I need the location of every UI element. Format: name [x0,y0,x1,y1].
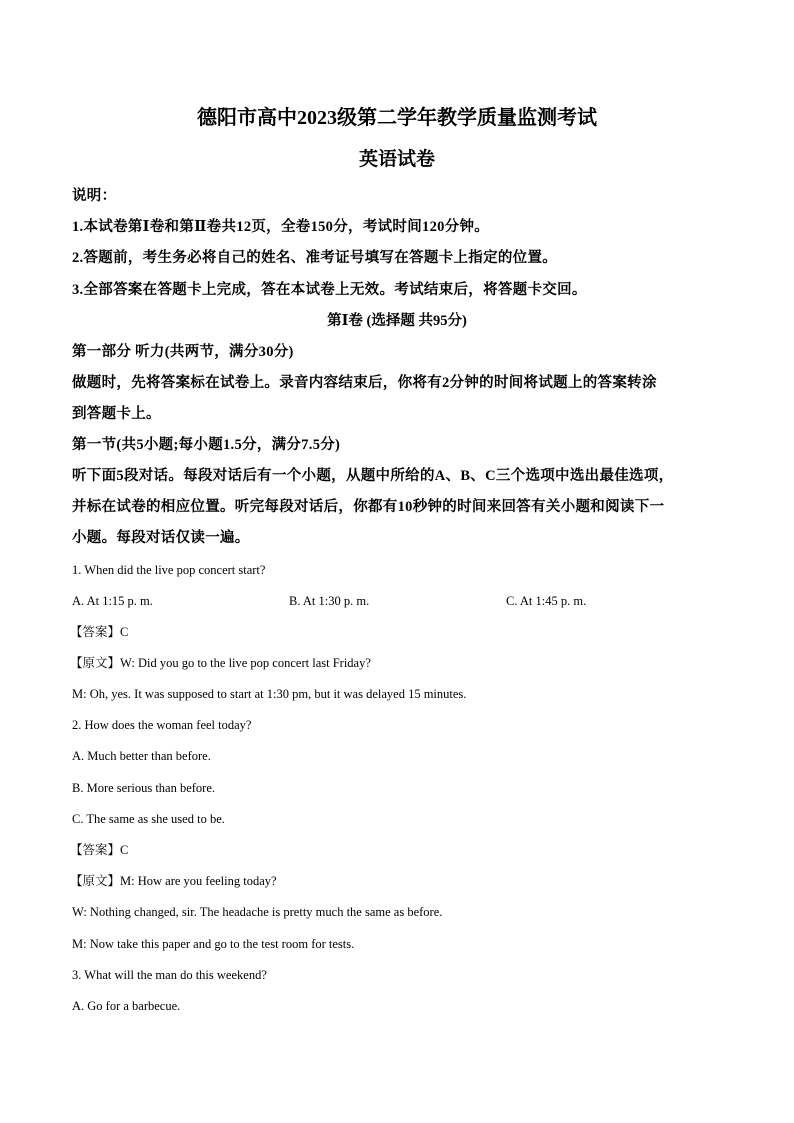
notes-heading: 说明： [72,188,117,204]
transcript-text: M: Oh, yes. It was supposed to start at 1:30 pm, but it was delayed 15 minutes. [72,687,467,701]
section-instruction-line: 小题。每段对话仅读一遍。 [72,530,250,546]
option-a: A. Go for a barbecue. [72,999,181,1013]
note-item: 1.本试卷第Ⅰ卷和第Ⅱ卷共12页，全卷150分，考试时间120分钟。 [72,219,490,235]
option-c: C. At 1:45 p. m. [506,594,587,608]
question-text: 3. What will the man do this weekend? [72,968,267,982]
answer-value: C [120,843,129,857]
transcript-text: W: Nothing changed, sir. The headache is pretty much the same as before. [72,905,443,919]
answer-value: C [120,625,129,639]
option-c: C. The same as she used to be. [72,812,225,826]
answer-line [70,624,128,640]
transcript-text: M: Now take this paper and go to the test room for tests. [72,937,355,951]
transcript-line [70,655,371,671]
transcript-tag: 【原文】 [70,655,121,670]
section-instruction-line: 听下面5段对话。每段对话后有一个小题，从题中所给的A、B、C三个选项中选出最佳选项， [72,468,674,484]
exam-subtitle: 英语试卷 [358,149,435,170]
transcript-text: W: Did you go to the live pop concert last Friday? [120,656,371,670]
transcript-text: M: How are you feeling today? [120,874,277,888]
part-instruction-line: 到答题卡上。 [72,406,161,422]
answer-line [70,842,128,858]
answer-tag: 【答案】 [70,624,121,639]
exam-title: 德阳市高中2023级第二学年教学质量监测考试 [197,107,597,129]
option-a: A. At 1:15 p. m. [72,594,153,608]
option-b: B. At 1:30 p. m. [289,594,370,608]
volume-heading: 第Ⅰ卷 (选择题 共95分) [327,313,467,329]
part-instruction-line: 做题时，先将答案标在试卷上。录音内容结束后，你将有2分钟的时间将试题上的答案转涂 [72,375,657,391]
note-item: 2.答题前，考生务必将自己的姓名、准考证号填写在答题卡上指定的位置。 [72,250,558,266]
option-a: A. Much better than before. [72,749,211,763]
note-item: 3.全部答案在答题卡上完成，答在本试卷上无效。考试结束后，将答题卡交回。 [72,282,587,298]
option-b: B. More serious than before. [72,781,216,795]
answer-tag: 【答案】 [70,842,121,857]
question-text: 1. When did the live pop concert start? [72,563,266,577]
transcript-line [70,873,277,889]
transcript-tag: 【原文】 [70,873,121,888]
section-instruction-line: 并标在试卷的相应位置。听完每段对话后，你都有10秒钟的时间来回答有关小题和阅读下一 [72,499,665,515]
part-heading: 第一部分 听力(共两节，满分30分) [72,344,294,360]
section-heading: 第一节(共5小题;每小题1.5分，满分7.5分) [72,437,341,453]
question-text: 2. How does the woman feel today? [72,718,252,732]
